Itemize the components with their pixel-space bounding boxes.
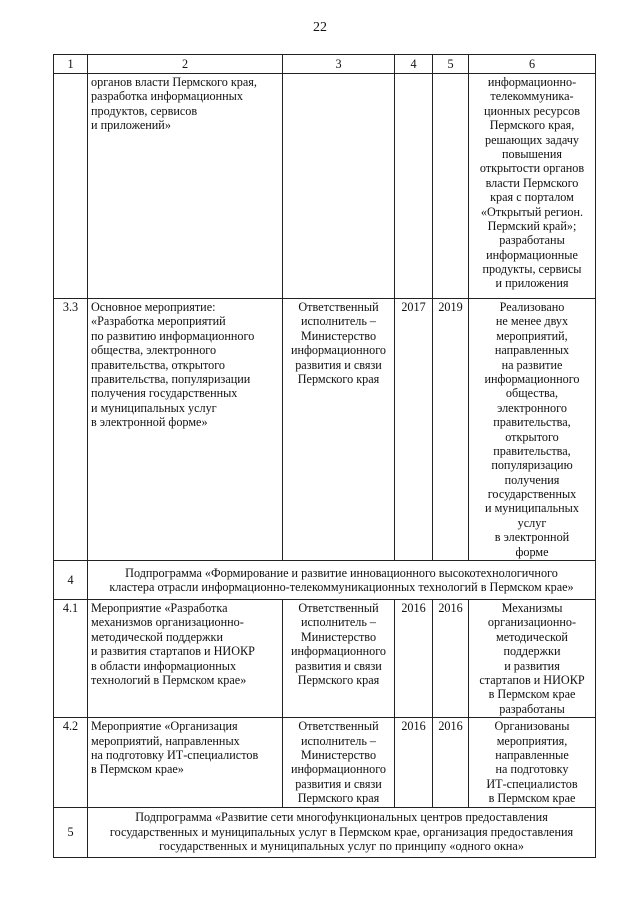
row-number-cell: 4.1 [54,600,88,718]
activity-name-cell: органов власти Пермского края, разработка информационных продуктов, сервисов и приложений» [88,74,283,299]
expected-result-cell: Организованы мероприятия, направленные на подготовку ИТ-специалистов в Пермском крае [469,718,596,807]
column-header: 2 [88,55,283,74]
program-table [53,54,596,858]
executor-cell: Ответственный исполнитель – Министерство информационного развития и связи Пермского края [283,600,395,718]
executor-cell: Ответственный исполнитель – Министерство информационного развития и связи Пермского края [283,718,395,807]
executor-cell [283,74,395,299]
activity-name-cell: Мероприятие «Разработка механизмов организационно- методической поддержки и развития стартапов и НИОКР в области информационных технологий в Пермском крае» [88,600,283,718]
table-row [54,299,596,561]
expected-result-cell: Реализовано не менее двух мероприятий, направленных на развитие информационного общества, электронного правительства, открытого правительства, популяризацию получения государственных и муниципальных услуг в электронной форме [469,299,596,561]
activity-name-cell: Основное мероприятие: «Разработка мероприятий по развитию информационного общества, электронного правительства, открытого правительства, популяризации получения государственных и муниципальных услуг в электронной форме» [88,299,283,561]
start-year-cell [395,74,433,299]
table-row-continued [54,74,596,299]
executor-cell: Ответственный исполнитель – Министерство информационного развития и связи Пермского края [283,299,395,561]
subprogram-title: Подпрограмма «Развитие сети многофункциональных центров предоставления государственных и муниципальных услуг в Пермском крае, организация предоставления государственных и муниципальных услуг по принципу «одного окна» [88,807,596,857]
row-number-cell: 3.3 [54,299,88,561]
activity-name-cell: Мероприятие «Организация мероприятий, направленных на подготовку ИТ-специалистов в Пермском крае» [88,718,283,807]
subprogram-row [54,561,596,600]
end-year-cell: 2019 [433,299,469,561]
table-row [54,600,596,718]
expected-result-cell: информационно- телекоммуника- ционных ресурсов Пермского края, решающих задачу повышения открытости органов власти Пермского края с порталом «Открытый регион. Пермский край»; разработаны информационные продукты, сервисы и приложения [469,74,596,299]
end-year-cell: 2016 [433,718,469,807]
row-number-cell [54,74,88,299]
subprogram-row [54,807,596,857]
row-number-cell: 5 [54,807,88,857]
subprogram-title: Подпрограмма «Формирование и развитие инновационного высокотехнологичного кластера отрасли информационно-телекоммуникационных технологий в Пермском крае» [88,561,596,600]
end-year-cell [433,74,469,299]
column-header: 6 [469,55,596,74]
row-number-cell: 4 [54,561,88,600]
column-header: 1 [54,55,88,74]
start-year-cell: 2017 [395,299,433,561]
table-row [54,718,596,807]
column-number-row [54,55,596,74]
column-header: 3 [283,55,395,74]
column-header: 5 [433,55,469,74]
page-number: 22 [313,20,327,35]
column-header: 4 [395,55,433,74]
end-year-cell: 2016 [433,600,469,718]
start-year-cell: 2016 [395,718,433,807]
row-number-cell: 4.2 [54,718,88,807]
start-year-cell: 2016 [395,600,433,718]
expected-result-cell: Механизмы организационно- методической поддержки и развития стартапов и НИОКР в Пермском крае разработаны [469,600,596,718]
